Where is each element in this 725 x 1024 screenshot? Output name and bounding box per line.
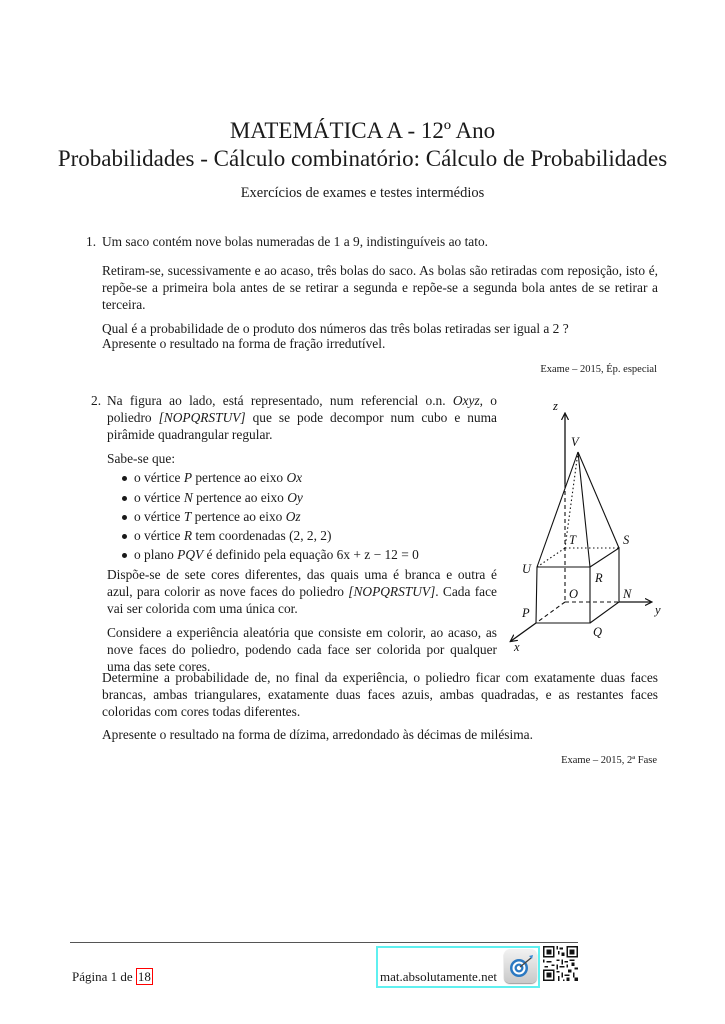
- exercise-1-source: Exame – 2015, Ép. especial: [540, 364, 657, 375]
- label-R: R: [595, 571, 603, 585]
- label-O: O: [569, 587, 579, 601]
- exercise-1-question: Qual é a probabilidade de o produto dos números das três bolas retiradas ser igual a 2 ?: [102, 321, 569, 336]
- label-x: x: [514, 640, 520, 654]
- frame-name: Oxyz: [452, 393, 480, 408]
- target-logo-icon[interactable]: [504, 949, 537, 983]
- label-y: y: [655, 603, 661, 617]
- edge-VS: [578, 452, 619, 548]
- edge-VR: [578, 452, 590, 567]
- qr-code-icon[interactable]: [543, 946, 578, 981]
- edge-VU: [537, 452, 578, 567]
- exercise-1-statement: Um saco contém nove bolas numeradas de 1 a 9, indistinguíveis ao tato.: [102, 234, 489, 249]
- document-section-label: Exercícios de exames e testes intermédios: [240, 185, 485, 201]
- list-item: o vértice R tem coordenadas (2, 2, 2): [122, 527, 331, 544]
- last-page-link[interactable]: 18: [137, 969, 151, 984]
- label-U: U: [522, 562, 532, 576]
- exercise-1-answer-format: Apresente o resultado na forma de fração irredutível.: [102, 336, 386, 351]
- polyhedron-name: [NOPQRSTUV]: [158, 410, 246, 425]
- known-facts-label: Sabe-se que:: [107, 451, 176, 466]
- exercise-2-answer-format: Apresente o resultado na forma de dízima, arredondado às décimas de milésima.: [102, 727, 533, 742]
- x-axis: [511, 623, 536, 641]
- cube-front-face: [536, 567, 590, 623]
- exercise-1-procedure: Retiram-se, sucessivamente e ao acaso, três bolas do saco. As bolas são retiradas com reposição, isto é, repõe-se a primeira bola antes de se retirar a segunda e repõe-se a segunda bola antes de se retirar a terceira.: [102, 263, 658, 312]
- label-N: N: [623, 587, 632, 601]
- exercise-2-source: Exame – 2015, 2ª Fase: [561, 755, 657, 766]
- label-S: S: [623, 533, 630, 547]
- exercise-2-question: Determine a probabilidade de, no final da experiência, o poliedro ficar com exatamente duas faces brancas, ambas triangulares, exatamente duas faces azuis, ambas quadradas, e as restantes faces coloridas com cores todas diferentes.: [102, 670, 658, 719]
- list-item: o vértice N pertence ao eixo Oy: [122, 489, 303, 506]
- page-indicator: [72, 968, 153, 985]
- exercise-2-colors-paragraph: Dispõe-se de sete cores diferentes, das quais uma é branca e outra é azul, para colorir as nove faces do poliedro [NOPQRSTUV]. Cada face vai ser colorida com uma única cor.: [107, 567, 497, 616]
- intro-text: , o poliedro: [107, 393, 497, 425]
- label-P: P: [522, 606, 530, 620]
- list-item: o plano PQV é definido pela equação 6x + z − 12 = 0: [122, 546, 419, 563]
- list-item: o vértice P pertence ao eixo Ox: [122, 469, 302, 486]
- exercise-2-experiment-paragraph: Considere a experiência aleatória que consiste em colorir, ao acaso, as nove faces do poliedro, podendo cada face ser colorida por qualquer uma das sete cores.: [107, 625, 497, 674]
- label-Q: Q: [593, 625, 603, 639]
- page-prefix: Página 1 de: [72, 969, 136, 984]
- cube-right-face: [590, 548, 619, 623]
- document-subtitle: Probabilidades - Cálculo combinatório: Cálculo de Probabilidades: [57, 146, 668, 171]
- document-title: MATEMÁTICA A - 12º Ano: [229, 118, 496, 143]
- footer-rule: [70, 942, 578, 943]
- intro-text: Na figura ao lado, está representado, num referencial o.n.: [107, 393, 453, 408]
- label-z: z: [553, 399, 558, 413]
- label-V: V: [571, 435, 579, 449]
- exercise-number: 2.: [91, 393, 102, 408]
- site-link[interactable]: mat.absolutamente.net: [380, 969, 497, 984]
- exercise-number: 1.: [86, 234, 97, 249]
- list-item: o vértice T pertence ao eixo Oz: [122, 508, 301, 525]
- intro-text: que se pode decompor num cubo e numa pirâmide quadrangular regular.: [107, 410, 497, 442]
- edge-UT: [537, 548, 565, 567]
- x-axis-hidden: [536, 602, 565, 623]
- label-T: T: [569, 533, 576, 547]
